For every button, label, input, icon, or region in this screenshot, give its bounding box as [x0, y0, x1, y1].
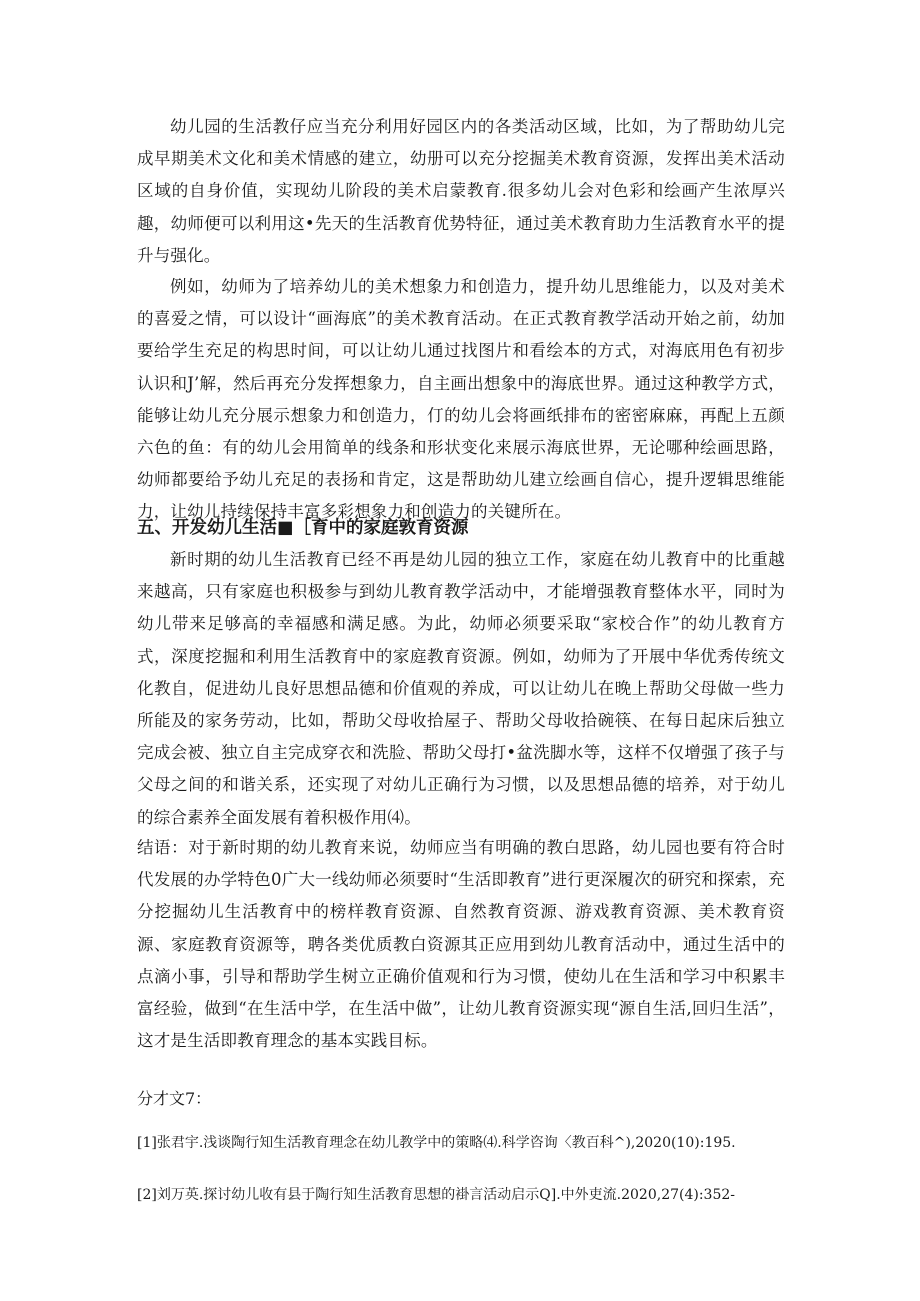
section-heading: 五、开发幼儿生活■［育中的家庭敦育资源	[137, 518, 469, 538]
conclusion-paragraph: 结语：对于新时期的幼儿教育来说，幼师应当有明确的教白思路，幼儿园也要有符合时代发展的办学特色0广大一线幼师必须要时“生活即教育”进行更深履次的研究和探索，充分挖掘幼儿生活教育中的榜样教育资源、自然教育资源、游戏教育资源、美术教育资源、家庭教育资源等，聘各类优质教白资源其正应用到幼儿教育活动中，通过生活中的点滴小事，引导和帮助学生树立正确价值观和行为习惯，使幼儿在生活和学习中积累丰富经验，做到“在生活中学，在生活中做”，让幼儿教育资源实现“源自生活,回归生活”，这才是生活即教育理念的基本实践目标。	[137, 838, 785, 1051]
reference-item: [1]张君宇.浅谈陶行知生活教育理念在幼儿教学中的策略⑷.科学咨询〈教百科^),2020(10):195.	[137, 1135, 736, 1151]
body-paragraph: 新时期的幼儿生活教育已经不再是幼儿园的独立工作，家庭在幼儿教育中的比重越来越高，只有家庭也积极参与到幼儿教育教学活动中，才能增强教育整体水平，同时为幼儿带来足够高的幸福感和满足感。为此，幼师必须要采取“家校合作”的幼儿教育方式，深度挖掘和利用生活教育中的家庭教育资源。例如，幼师为了开展中华优秀传统文化教自，促进幼儿良好思想品德和价值观的养成，可以让幼儿在晚上帮助父母做一些力所能及的家务劳动，比如，帮助父母收拾屋子、帮助父母收拾碗筷、在每日起床后独立完成会被、独立自主完成穿衣和洗脸、帮助父母打•盆洗脚水等，这样不仅增强了孩子与父母之间的和谐关系，还实现了对幼儿正确行为习惯，以及思想品德的培养，对于幼儿的综合素养全面发展有着积极作用⑷。	[137, 550, 785, 827]
body-paragraph: 幼儿园的生活教仔应当充分利用好园区内的各类活动区域，比如，为了帮助幼儿完成早期美术文化和美术情感的建立，幼册可以充分挖掘美术教育资源，发挥出美术活动区域的自身价值，实现幼儿阶段的美术启蒙教育.很多幼儿会对色彩和绘画产生浓厚兴趣，幼师便可以利用这•先天的生活教育优势特征，通过美术教育助力生活教育水平的提升与强化。	[137, 117, 785, 265]
body-paragraph: 例如，幼师为了培养幼儿的美术想象力和创造力，提升幼儿思维能力，以及对美术的喜爱之情，可以设计“画海底”的美术教育活动。在正式教育教学活动开始之前，幼加要给学生充足的构思时间，可以让幼儿通过找图片和看绘本的方式，对海底用色有初步认识和J’解，然后再充分发挥想象力，自主画出想象中的海底世界。通过这种教学方式，能够让幼儿充分展示想象力和创造力，仃的幼儿会将画纸排布的密密麻麻，再配上五颜六色的鱼：有的幼儿会用简单的线条和形状变化来展示海底世界，无论哪种绘画思路，幼师都要给予幼儿充足的表扬和肯定，这是帮助幼儿建立绘画自信心，提升逻辑思维能力，让幼儿持续保持丰富多彩想象力和创造力的关键所在。	[137, 277, 785, 522]
reference-item: [2]刘万英.探讨幼儿收有县于陶行知生活教育思想的褂言活动启示Q].中外吏流.2020,27(4):352-	[137, 1187, 736, 1203]
references-title: 分才文7：	[137, 1089, 212, 1108]
